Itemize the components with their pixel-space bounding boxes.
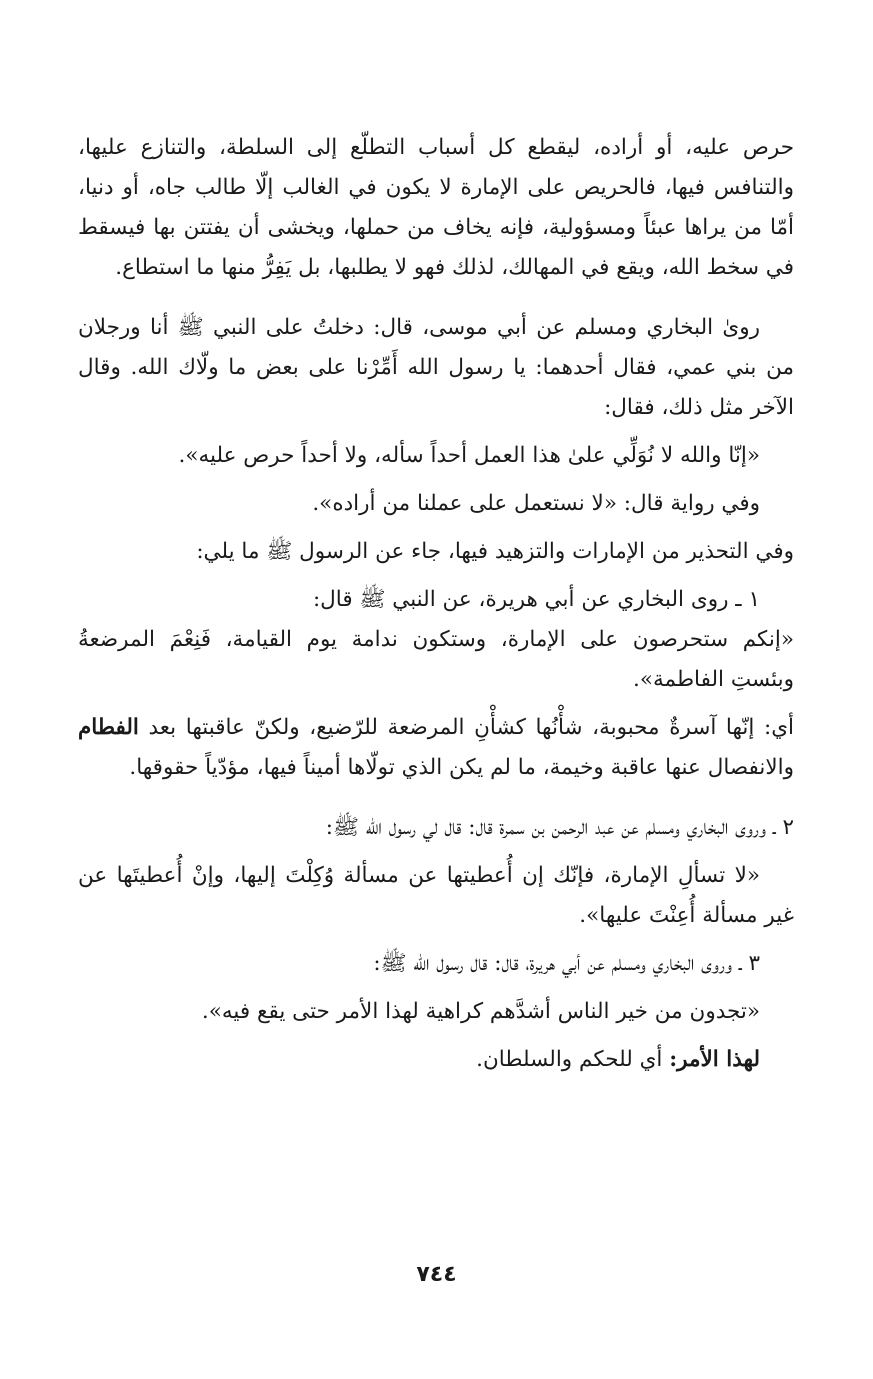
warning-intro: وفي التحذير من الإمارات والتزهيد فيها، جاء عن الرسول ﷺ ما يلي: <box>196 539 794 564</box>
term-meaning: أي للحكم والسلطان. <box>476 1047 663 1072</box>
page-number: ٧٤٤ <box>416 1262 457 1287</box>
explanation-text-start: أي: إنّها آسرةٌ محبوبة، شأْنُها كشأْنِ المرضعة للرّضيع، ولكنّ عاقبتها بعد <box>138 715 794 740</box>
page-body <box>78 128 794 1080</box>
hadith-abu-musa-quote: «إنّا والله لا نُوَلِّي علىٰ هذا العمل أحداً سأله، ولا أحداً حرص عليه». <box>178 443 760 468</box>
hadith-1-explanation <box>78 708 794 788</box>
explanation-text-middle: والانفصال عنها عاقبة وخيمة، ما لم يكن الذي تولّاها أميناً فيها، <box>249 755 794 780</box>
hadith-abu-musa-narration: روىٰ البخاري ومسلم عن أبي موسى، قال: دخلتُ على النبي ﷺ أنا ورجلان من بني عمي، فقال أحدهما: يا رسول الله أَمِّرْنا على بعض ما ولّاك الله. وقال الآخر مثل ذلك، فقال: <box>78 315 794 420</box>
hadith-1-intro: ١ ـ روى البخاري عن أبي هريرة، عن النبي ﷺ قال: <box>312 587 760 612</box>
hadith-3-intro: ٣ ـ وروى البخاري ومسلم عن أبي هريرة، قال: قال رسول الله ﷺ: <box>373 951 760 976</box>
term-label: لهذا الأمر: <box>669 1047 760 1072</box>
explanation-text-end: مؤدّياً حقوقها. <box>129 755 250 780</box>
hadith-1-quote: «إنكم ستحرصون على الإمارة، وستكون ندامة يوم القيامة، فَنِعْمَ المرضعةُ وبئستِ الفاطمة». <box>78 627 794 692</box>
term-definition <box>78 1040 794 1080</box>
hadith-2-intro: ٢ ـ وروى البخاري ومسلم عن عبد الرحمن بن سمرة قال: قال لي رسول الله ﷺ: <box>325 815 794 840</box>
hadith-another-narration: وفي رواية قال: «لا نستعمل على عملنا من أراده». <box>312 491 760 516</box>
intro-paragraph: حرص عليه، أو أراده، ليقطع كل أسباب التطلّع إلى السلطة، والتنازع عليها، والتنافس فيها، فالحريص على الإمارة لا يكون في الغالب إلّا طالب جاه، أو دنيا، أمّا من يراها عبئاً ومسؤولية، فإنه يخاف من حملها، ويخشى أن يفتتن بها فيسقط في سخط الله، ويقع في المهالك، لذلك فهو لا يطلبها، بل يَفِرُّ منها ما استطاع. <box>78 135 794 280</box>
hadith-2-quote: «لا تسألِ الإمارة، فإنّك إن أُعطيتها عن مسألة وُكِلْتَ إليها، وإنْ أُعطيتَها عن غير مسألة أُعِنْتَ عليها». <box>78 863 794 928</box>
explanation-bold-word: الفطام <box>78 715 139 740</box>
hadith-3-quote: «تجدون من خير الناس أشدَّهم كراهية لهذا الأمر حتى يقع فيه». <box>201 999 760 1024</box>
